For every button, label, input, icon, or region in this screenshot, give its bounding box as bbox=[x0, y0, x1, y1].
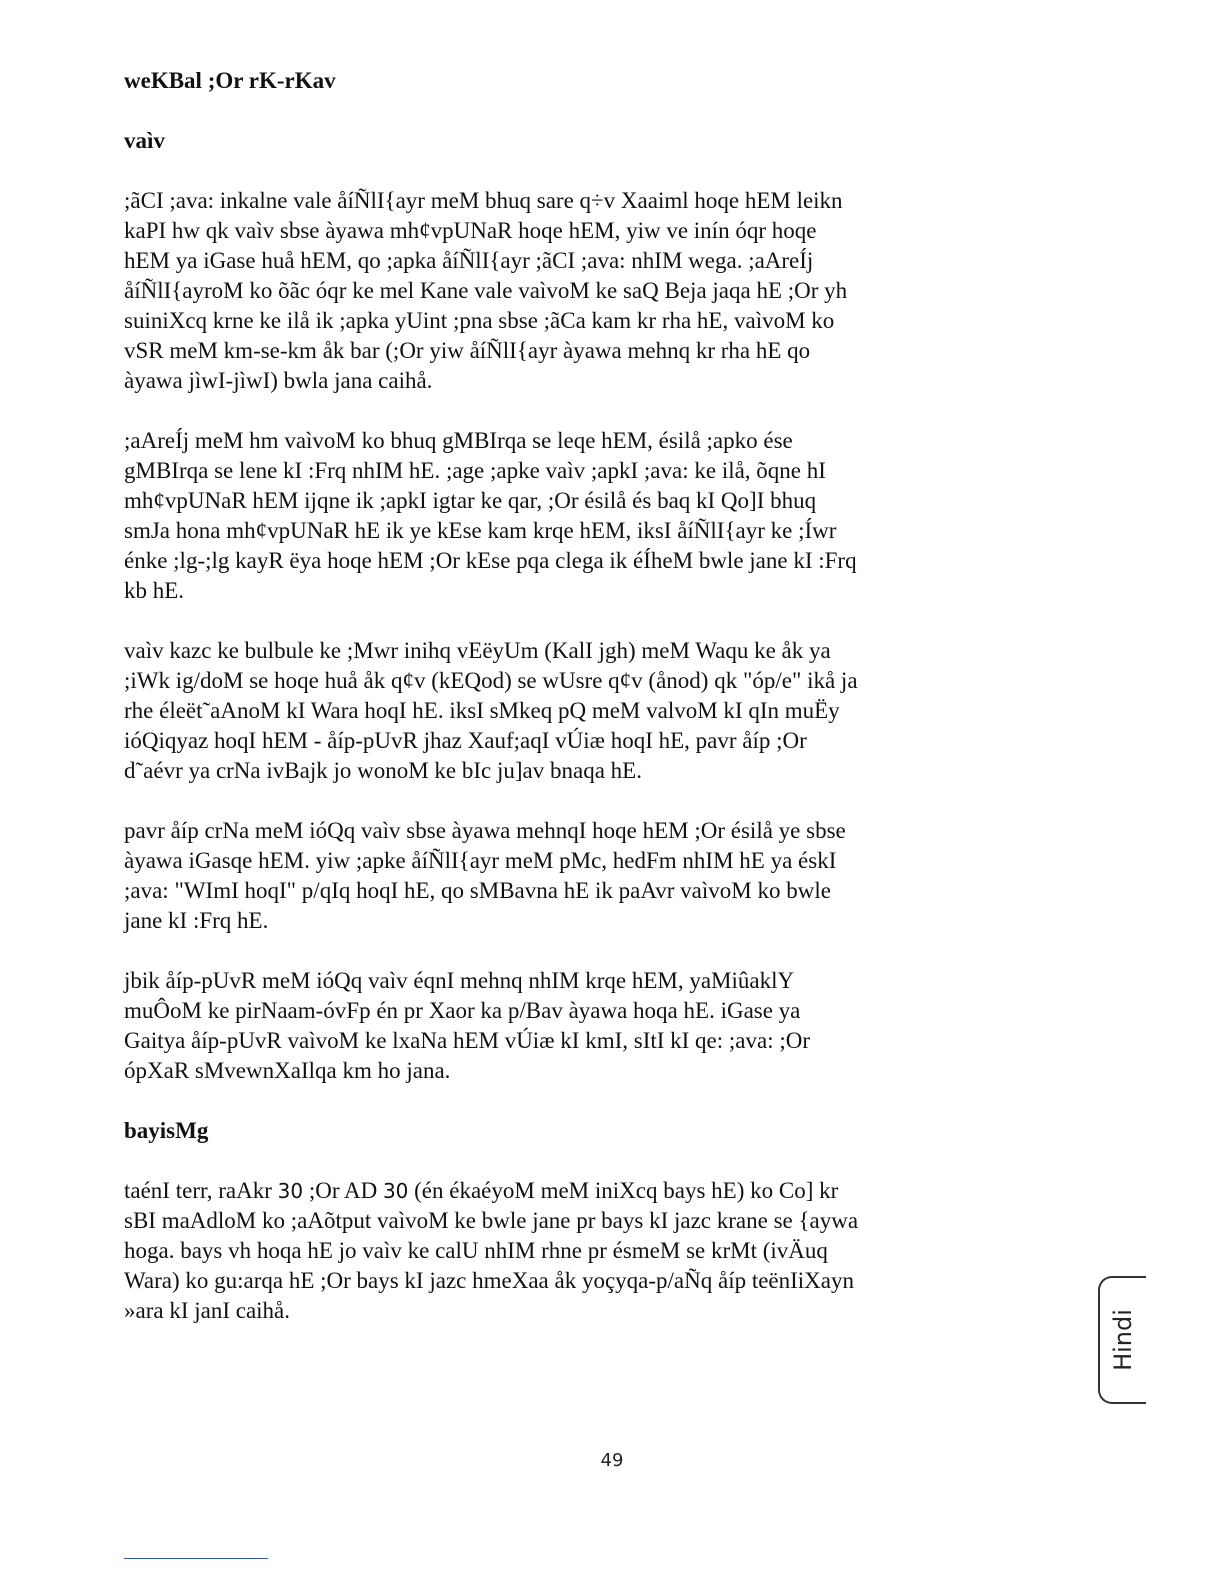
paragraph-line: muÔoM ke pirNaam-óvFp én pr Xaor ka p/Bav àyawa hoqa hE. iGase ya bbox=[124, 998, 801, 1023]
paragraph-line: Gaitya åíp-pUvR vaìvoM ke lxaNa hEM vÚiæ kI kmI, sItI kI qe: ;ava: ;Or bbox=[124, 1028, 811, 1053]
paragraph-line: ;aAreÍj meM hm vaìvoM ko bhuq gMBIrqa se leqe hEM, ésilå ;apko ése bbox=[124, 428, 793, 453]
paragraph-line: ióQiqyaz hoqI hEM - åíp-pUvR jhaz Xauf;aqI vÚiæ hoqI hE, pavr åíp ;Or bbox=[124, 728, 807, 753]
page-number: 49 bbox=[600, 1450, 624, 1471]
section-heading-2: vaìv bbox=[124, 128, 165, 153]
paragraph-line: pavr åíp crNa meM ióQq vaìv sbse àyawa mehnqI hoqe hEM ;Or ésilå ye sbse bbox=[124, 818, 846, 843]
paragraph-5 bbox=[124, 966, 974, 1086]
number-run: 30 bbox=[277, 1179, 304, 1203]
paragraph-line bbox=[124, 1176, 974, 1206]
paragraph-line: sBI maAdloM ko ;aAõtput vaìvoM ke bwle jane pr bays kI jazc krane se {aywa bbox=[124, 1208, 859, 1233]
paragraph-line: ;iWk ig/doM se hoqe huå åk q¢v (kEQod) se wUsre q¢v (ånod) qk "óp/e" ikå ja bbox=[124, 668, 858, 693]
paragraph-line: gMBIrqa se lene kI :Frq nhIM hE. ;age ;apke vaìv ;apkI ;ava: ke ilå, õqne hI bbox=[124, 458, 826, 483]
paragraph-line: ópXaR sMvewnXaIlqa km ho jana. bbox=[124, 1058, 451, 1083]
side-tab-label: Hindi bbox=[1109, 1309, 1137, 1371]
paragraph-line: jane kI :Frq hE. bbox=[124, 908, 269, 933]
paragraph-line: mh¢vpUNaR hEM ijqne ik ;apkI igtar ke qar, ;Or ésilå és baq kI Qo]I bhuq bbox=[124, 488, 817, 513]
paragraph-line: smJa hona mh¢vpUNaR hE ik ye kEse kam krqe hEM, iksI åíÑlI{ayr ke ;Íwr bbox=[124, 518, 837, 543]
paragraph-line: »ara kI janI caihå. bbox=[124, 1298, 291, 1323]
text-run: taénI terr, raAkr bbox=[124, 1178, 278, 1203]
paragraph-line: vSR meM km-se-km åk bar (;Or yiw åíÑlI{ayr àyawa mehnq kr rha hE qo bbox=[124, 338, 811, 363]
paragraph-line: suiniXcq krne ke ilå ik ;apka yUint ;pna sbse ;ãCa kam kr rha hE, vaìvoM ko bbox=[124, 308, 835, 333]
paragraph-line: àyawa jìwI-jìwI) bwla jana caihå. bbox=[124, 368, 433, 393]
paragraph-line: rhe éleët˜aAnoM kI Wara hoqI hE. iksI sMkeq pQ meM valvoM kI qIn muËy bbox=[124, 698, 840, 723]
paragraph-line: énke ;lg-;lg kayR ëya hoqe hEM ;Or kEse pqa clega ik éÍheM bwle jane kI :Frq bbox=[124, 548, 857, 573]
paragraph-line: jbik åíp-pUvR meM ióQq vaìv éqnI mehnq nhIM krqe hEM, yaMiûaklY bbox=[124, 968, 795, 993]
paragraph-line: hoga. bays vh hoqa hE jo vaìv ke calU nhIM rhne pr ésmeM se krMt (ivÄuq bbox=[124, 1238, 828, 1263]
paragraph-line: vaìv kazc ke bulbule ke ;Mwr inihq vEëyUm (KalI jgh) meM Waqu ke åk ya bbox=[124, 638, 831, 663]
paragraph-3 bbox=[124, 636, 974, 786]
paragraph-line: d˜aévr ya crNa ivBajk jo wonoM ke bIc ju]av bnaqa hE. bbox=[124, 758, 642, 783]
text-run: (én ékaéyoM meM iniXcq bays hE) ko Co] kr bbox=[408, 1178, 839, 1203]
paragraph-2 bbox=[124, 426, 974, 606]
section-heading-1: weKBal ;Or rK-rKav bbox=[124, 68, 336, 93]
section-heading-3: bayisMg bbox=[124, 1118, 209, 1143]
document-body bbox=[124, 66, 974, 1356]
paragraph-6 bbox=[124, 1176, 974, 1326]
footer-rule bbox=[124, 1558, 268, 1559]
text-run: ;Or AD bbox=[303, 1178, 383, 1203]
number-run: 30 bbox=[382, 1179, 409, 1203]
paragraph-line: åíÑlI{ayroM ko õãc óqr ke mel Kane vale vaìvoM ke saQ Beja jaqa hE ;Or yh bbox=[124, 278, 848, 303]
paragraph-1 bbox=[124, 186, 974, 396]
paragraph-line: kb hE. bbox=[124, 578, 185, 603]
paragraph-4 bbox=[124, 816, 974, 936]
paragraph-line: kaPI hw qk vaìv sbse àyawa mh¢vpUNaR hoqe hEM, yiw ve inín óqr hoqe bbox=[124, 218, 817, 243]
paragraph-line: ;ãCI ;ava: inkalne vale åíÑlI{ayr meM bhuq sare q÷v Xaaiml hoqe hEM leikn bbox=[124, 188, 843, 213]
paragraph-line: ;ava: "WImI hoqI" p/qIq hoqI hE, qo sMBavna hE ik paAvr vaìvoM ko bwle bbox=[124, 878, 831, 903]
paragraph-line: àyawa iGasqe hEM. yiw ;apke åíÑlI{ayr meM pMc, hedFm nhIM hE ya éskI bbox=[124, 848, 837, 873]
paragraph-line: Wara) ko gu:arqa hE ;Or bays kI jazc hmeXaa åk yoçyqa-p/aÑq åíp teënIiXayn bbox=[124, 1268, 855, 1293]
language-side-tab bbox=[1098, 1276, 1146, 1404]
paragraph-line: hEM ya iGase huå hEM, qo ;apka åíÑlI{ayr ;ãCI ;ava: nhIM wega. ;aAreÍj bbox=[124, 248, 814, 273]
